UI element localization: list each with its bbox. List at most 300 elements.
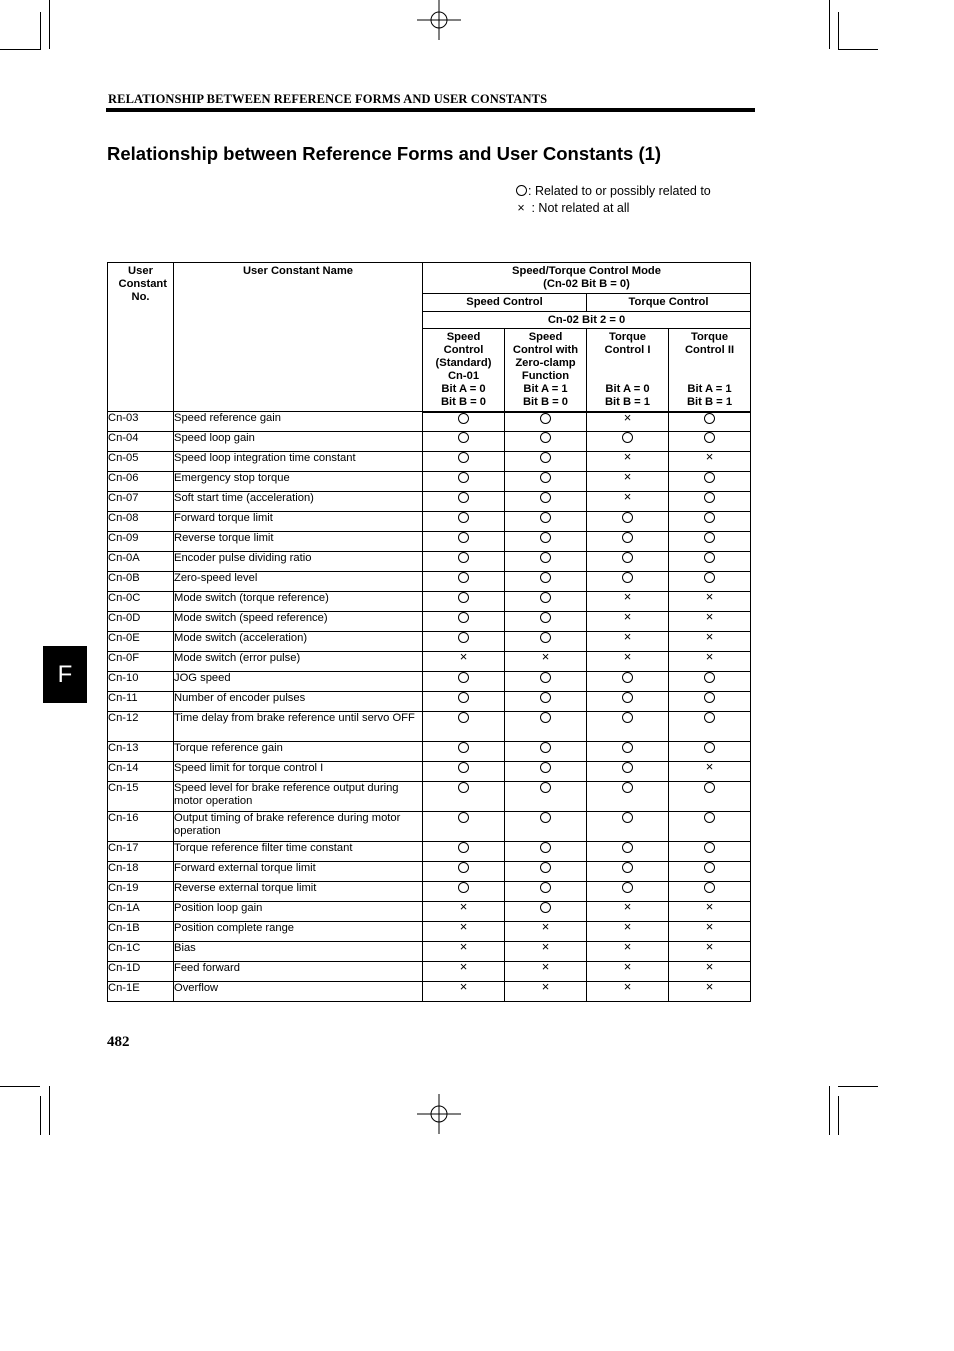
- circle-icon: [622, 842, 633, 853]
- table-row: [108, 652, 751, 672]
- constant-name: Mode switch (error pulse): [174, 652, 423, 672]
- table-row: [108, 672, 751, 692]
- header-bit2: Cn-02 Bit 2 = 0: [423, 312, 751, 329]
- constant-name: Emergency stop torque: [174, 472, 423, 492]
- table-row: [108, 512, 751, 532]
- circle-icon: [458, 782, 469, 793]
- circle-icon: [458, 452, 469, 463]
- mode-cell: [587, 532, 669, 552]
- mode-cell: [423, 842, 505, 862]
- constant-no: Cn-0C: [108, 592, 174, 612]
- mode-cell: [423, 572, 505, 592]
- circle-icon: [540, 552, 551, 563]
- circle-icon: [704, 742, 715, 753]
- circle-icon: [704, 812, 715, 823]
- cross-icon: ×: [541, 939, 550, 954]
- circle-icon: [622, 862, 633, 873]
- mode-cell: [587, 489, 669, 512]
- mode-cell: [505, 512, 587, 532]
- table-row: [108, 572, 751, 592]
- mode-cell: [505, 812, 587, 842]
- circle-icon: [458, 492, 469, 503]
- constant-name: Reverse external torque limit: [174, 882, 423, 902]
- constant-name: Encoder pulse dividing ratio: [174, 552, 423, 572]
- mode-cell: [423, 762, 505, 782]
- crop-mark: [838, 1086, 878, 1087]
- constant-name: Torque reference gain: [174, 742, 423, 762]
- mode-cell: [669, 842, 751, 862]
- mode-cell: [669, 862, 751, 882]
- mode-cell: [423, 592, 505, 612]
- mode-cell: [587, 672, 669, 692]
- cross-icon: ×: [623, 589, 632, 604]
- constant-name: Mode switch (acceleration): [174, 632, 423, 652]
- cross-icon: ×: [705, 449, 714, 464]
- circle-icon: [514, 183, 528, 200]
- circle-icon: [704, 492, 715, 503]
- table-row: [108, 432, 751, 452]
- constant-no: Cn-18: [108, 862, 174, 882]
- circle-icon: [458, 413, 469, 424]
- legend-not-related: [514, 200, 711, 217]
- mode-cell: [423, 649, 505, 672]
- table-row: [108, 882, 751, 902]
- constant-no: Cn-0F: [108, 652, 174, 672]
- cross-icon: ×: [623, 959, 632, 974]
- crop-mark: [40, 12, 41, 50]
- mode-cell: [669, 449, 751, 472]
- cross-icon: ×: [459, 899, 468, 914]
- cross-icon: ×: [623, 489, 632, 504]
- mode-cell: [423, 812, 505, 842]
- cross-icon: ×: [623, 629, 632, 644]
- constant-name: Mode switch (torque reference): [174, 592, 423, 612]
- header-torque-control: Torque Control: [587, 294, 751, 312]
- circle-icon: [540, 742, 551, 753]
- constant-no: Cn-16: [108, 812, 174, 842]
- cross-icon: ×: [459, 979, 468, 994]
- table-row: [108, 592, 751, 612]
- header-mode-group: Speed/Torque Control Mode (Cn-02 Bit B = 0): [423, 263, 751, 294]
- circle-icon: [458, 862, 469, 873]
- circle-icon: [622, 762, 633, 773]
- circle-icon: [540, 862, 551, 873]
- mode-cell: [669, 649, 751, 672]
- constant-no: Cn-0D: [108, 612, 174, 632]
- registration-mark: [417, 0, 461, 40]
- circle-icon: [458, 572, 469, 583]
- mode-cell: [423, 712, 505, 742]
- header-constant-name: User Constant Name: [174, 263, 423, 412]
- cross-icon: ×: [623, 609, 632, 624]
- table-row: [108, 532, 751, 552]
- constant-name: Position loop gain: [174, 902, 423, 922]
- circle-icon: [458, 552, 469, 563]
- header-mode-torque-2: Torque Control II Bit A = 1 Bit B = 1: [669, 329, 751, 412]
- mode-cell: [505, 649, 587, 672]
- circle-icon: [704, 672, 715, 683]
- circle-icon: [458, 812, 469, 823]
- constant-no: Cn-03: [108, 412, 174, 432]
- cross-icon: ×: [705, 629, 714, 644]
- constant-name: Torque reference filter time constant: [174, 842, 423, 862]
- cross-icon: ×: [459, 649, 468, 664]
- cross-icon: ×: [705, 649, 714, 664]
- crop-mark: [49, 1086, 50, 1135]
- crop-mark: [838, 12, 839, 50]
- mode-cell: [423, 432, 505, 452]
- circle-icon: [704, 552, 715, 563]
- mode-cell: [505, 862, 587, 882]
- table-row: [108, 552, 751, 572]
- mode-cell: [587, 692, 669, 712]
- header-constant-no: User Constant No.: [108, 263, 174, 412]
- table-row: [108, 742, 751, 762]
- mode-cell: [669, 692, 751, 712]
- constant-no: Cn-1A: [108, 902, 174, 922]
- mode-cell: [423, 782, 505, 812]
- cross-icon: ×: [459, 939, 468, 954]
- table-row: [108, 962, 751, 982]
- circle-icon: [540, 882, 551, 893]
- circle-icon: [622, 552, 633, 563]
- registration-mark: [417, 1094, 461, 1134]
- circle-icon: [622, 742, 633, 753]
- constant-no: Cn-1D: [108, 962, 174, 982]
- table-body: [108, 409, 751, 1002]
- mode-cell: [587, 409, 669, 432]
- cross-icon: ×: [623, 649, 632, 664]
- circle-icon: [622, 812, 633, 823]
- circle-icon: [704, 472, 715, 483]
- circle-icon: [458, 512, 469, 523]
- mode-cell: [505, 492, 587, 512]
- mode-cell: [669, 492, 751, 512]
- constants-table: [107, 262, 751, 1002]
- mode-cell: [423, 452, 505, 472]
- mode-cell: [505, 762, 587, 782]
- legend-related: [514, 183, 711, 200]
- mode-cell: [669, 782, 751, 812]
- circle-icon: [458, 842, 469, 853]
- mode-cell: [423, 612, 505, 632]
- mode-cell: [587, 842, 669, 862]
- cross-icon: ×: [705, 759, 714, 774]
- mode-cell: [587, 862, 669, 882]
- table-row: [108, 452, 751, 472]
- constant-name: Speed reference gain: [174, 412, 423, 432]
- table-row: [108, 902, 751, 922]
- circle-icon: [458, 762, 469, 773]
- mode-cell: [505, 432, 587, 452]
- cross-icon: ×: [705, 609, 714, 624]
- circle-icon: [458, 712, 469, 723]
- circle-icon: [622, 432, 633, 443]
- circle-icon: [704, 882, 715, 893]
- cross-icon: ×: [517, 201, 525, 215]
- mode-cell: [505, 692, 587, 712]
- mode-cell: [423, 532, 505, 552]
- crop-mark: [829, 0, 830, 49]
- crop-mark: [0, 49, 40, 50]
- constant-no: Cn-08: [108, 512, 174, 532]
- mode-cell: [505, 532, 587, 552]
- mode-cell: [669, 979, 751, 1002]
- mode-cell: [505, 452, 587, 472]
- cross-icon: ×: [623, 979, 632, 994]
- constant-name: Speed loop gain: [174, 432, 423, 452]
- circle-icon: [704, 712, 715, 723]
- constant-name: Mode switch (speed reference): [174, 612, 423, 632]
- circle-icon: [540, 432, 551, 443]
- circle-icon: [458, 532, 469, 543]
- mode-cell: [505, 712, 587, 742]
- mode-cell: [423, 512, 505, 532]
- crop-mark: [0, 1086, 40, 1087]
- crop-mark: [829, 1086, 830, 1135]
- circle-icon: [540, 532, 551, 543]
- mode-cell: [505, 592, 587, 612]
- cross-icon: ×: [623, 409, 632, 425]
- circle-icon: [704, 512, 715, 523]
- constant-name: Forward torque limit: [174, 512, 423, 532]
- crop-mark: [838, 49, 878, 50]
- mode-cell: [587, 552, 669, 572]
- circle-icon: [704, 692, 715, 703]
- circle-icon: [540, 902, 551, 913]
- constant-name: Soft start time (acceleration): [174, 492, 423, 512]
- mode-cell: [669, 672, 751, 692]
- mode-cell: [423, 742, 505, 762]
- header-rule: [106, 108, 755, 112]
- header-mode-torque-1: Torque Control I Bit A = 0 Bit B = 1: [587, 329, 669, 412]
- constant-no: Cn-15: [108, 782, 174, 812]
- mode-cell: [423, 492, 505, 512]
- circle-icon: [540, 512, 551, 523]
- circle-icon: [704, 532, 715, 543]
- crop-mark: [838, 1096, 839, 1135]
- cross-icon: ×: [541, 649, 550, 664]
- mode-cell: [505, 412, 587, 432]
- constant-name: Time delay from brake reference until servo OFF: [174, 712, 423, 742]
- constant-name: Speed loop integration time constant: [174, 452, 423, 472]
- circle-icon: [540, 612, 551, 623]
- cross-icon: ×: [623, 449, 632, 464]
- circle-icon: [540, 413, 551, 424]
- circle-icon: [704, 862, 715, 873]
- table-row: [108, 922, 751, 942]
- constant-no: Cn-0E: [108, 632, 174, 652]
- mode-cell: [505, 472, 587, 492]
- circle-icon: [458, 612, 469, 623]
- mode-cell: [669, 472, 751, 492]
- cross-icon: ×: [705, 899, 714, 914]
- table-row: [108, 842, 751, 862]
- mode-cell: [669, 552, 751, 572]
- circle-icon: [704, 572, 715, 583]
- constant-no: Cn-05: [108, 452, 174, 472]
- table-row: [108, 712, 751, 742]
- cross-icon: ×: [705, 979, 714, 994]
- constant-no: Cn-06: [108, 472, 174, 492]
- running-head: RELATIONSHIP BETWEEN REFERENCE FORMS AND USER CONSTANTS: [108, 92, 548, 106]
- cross-icon: ×: [705, 959, 714, 974]
- circle-icon: [540, 472, 551, 483]
- circle-icon: [540, 712, 551, 723]
- mode-cell: [505, 979, 587, 1002]
- circle-icon: [622, 782, 633, 793]
- table-row: [108, 762, 751, 782]
- circle-icon: [540, 762, 551, 773]
- table-row: [108, 612, 751, 632]
- mode-cell: [669, 759, 751, 782]
- cross-icon: ×: [623, 919, 632, 934]
- circle-icon: [458, 742, 469, 753]
- table-row: [108, 412, 751, 432]
- mode-cell: [423, 692, 505, 712]
- constant-no: Cn-1B: [108, 922, 174, 942]
- mode-cell: [587, 762, 669, 782]
- header-speed-control: Speed Control: [423, 294, 587, 312]
- circle-icon: [458, 472, 469, 483]
- mode-cell: [505, 882, 587, 902]
- circle-icon: [622, 692, 633, 703]
- constant-name: Forward external torque limit: [174, 862, 423, 882]
- mode-cell: [587, 742, 669, 762]
- section-tab: F: [43, 646, 87, 703]
- mode-cell: [669, 812, 751, 842]
- constant-no: Cn-0A: [108, 552, 174, 572]
- mode-cell: [669, 532, 751, 552]
- circle-icon: [458, 632, 469, 643]
- cross-icon: ×: [541, 919, 550, 934]
- circle-icon: [540, 572, 551, 583]
- mode-cell: [669, 512, 751, 532]
- mode-cell: [587, 782, 669, 812]
- mode-cell: [669, 712, 751, 742]
- circle-icon: [458, 672, 469, 683]
- table-row: [108, 492, 751, 512]
- constant-name: Position complete range: [174, 922, 423, 942]
- constant-name: Output timing of brake reference during motor operation: [174, 812, 423, 842]
- cross-icon: ×: [623, 939, 632, 954]
- circle-icon: [622, 532, 633, 543]
- legend-related-text: : Related to or possibly related to: [528, 184, 711, 198]
- cross-icon: ×: [459, 959, 468, 974]
- circle-icon: [540, 672, 551, 683]
- mode-cell: [587, 812, 669, 842]
- constant-no: Cn-11: [108, 692, 174, 712]
- mode-cell: [505, 782, 587, 812]
- circle-icon: [622, 712, 633, 723]
- table-row: [108, 812, 751, 842]
- crop-mark: [49, 0, 50, 49]
- table-row: [108, 862, 751, 882]
- page-number: 482: [107, 1034, 130, 1050]
- table-row: [108, 632, 751, 652]
- constant-name: Feed forward: [174, 962, 423, 982]
- circle-icon: [622, 882, 633, 893]
- constant-name: JOG speed: [174, 672, 423, 692]
- circle-icon: [540, 452, 551, 463]
- cross-icon: ×: [623, 469, 632, 484]
- mode-cell: [423, 412, 505, 432]
- header-mode-speed-zero-clamp: Speed Control with Zero-clamp Function Bit A = 1 Bit B = 0: [505, 329, 587, 412]
- mode-cell: [669, 412, 751, 432]
- constant-name: Zero-speed level: [174, 572, 423, 592]
- circle-icon: [540, 842, 551, 853]
- cross-icon: ×: [705, 939, 714, 954]
- table-row: [108, 782, 751, 812]
- constant-name: Number of encoder pulses: [174, 692, 423, 712]
- constant-no: Cn-19: [108, 882, 174, 902]
- cross-icon: ×: [541, 979, 550, 994]
- circle-icon: [540, 782, 551, 793]
- cross-icon: ×: [459, 919, 468, 934]
- circle-icon: [622, 512, 633, 523]
- constant-no: Cn-1C: [108, 942, 174, 962]
- circle-icon: [704, 413, 715, 424]
- constant-no: Cn-17: [108, 842, 174, 862]
- mode-cell: [587, 512, 669, 532]
- mode-cell: [505, 842, 587, 862]
- cross-icon: ×: [705, 919, 714, 934]
- legend-not-related-text: : Not related at all: [528, 201, 630, 215]
- mode-cell: [423, 552, 505, 572]
- circle-icon: [458, 592, 469, 603]
- constant-no: Cn-10: [108, 672, 174, 692]
- mode-cell: [587, 979, 669, 1002]
- circle-icon: [540, 592, 551, 603]
- mode-cell: [423, 862, 505, 882]
- mode-cell: [505, 552, 587, 572]
- constant-name: Speed level for brake reference output during motor operation: [174, 782, 423, 812]
- circle-icon: [540, 632, 551, 643]
- constant-no: Cn-09: [108, 532, 174, 552]
- constant-no: Cn-12: [108, 712, 174, 742]
- page-title: Relationship between Reference Forms and User Constants (1): [107, 143, 662, 164]
- circle-icon: [540, 692, 551, 703]
- constant-no: Cn-1E: [108, 982, 174, 1002]
- crop-mark: [40, 1096, 41, 1135]
- table-row: [108, 692, 751, 712]
- constant-no: Cn-04: [108, 432, 174, 452]
- circle-icon: [458, 882, 469, 893]
- circle-icon: [458, 432, 469, 443]
- circle-icon: [704, 842, 715, 853]
- circle-icon: [622, 572, 633, 583]
- cross-icon: ×: [705, 589, 714, 604]
- mode-cell: [587, 712, 669, 742]
- legend: [514, 183, 711, 217]
- table-row: [108, 472, 751, 492]
- mode-cell: [505, 572, 587, 592]
- mode-cell: [423, 472, 505, 492]
- constant-no: Cn-13: [108, 742, 174, 762]
- cross-icon: ×: [541, 959, 550, 974]
- constant-name: Overflow: [174, 982, 423, 1002]
- circle-icon: [704, 432, 715, 443]
- constant-name: Bias: [174, 942, 423, 962]
- circle-icon: [622, 672, 633, 683]
- mode-cell: [505, 672, 587, 692]
- constant-name: Reverse torque limit: [174, 532, 423, 552]
- constant-no: Cn-14: [108, 762, 174, 782]
- cross-icon: ×: [623, 899, 632, 914]
- table-row: [108, 982, 751, 1002]
- mode-cell: [423, 979, 505, 1002]
- circle-icon: [540, 492, 551, 503]
